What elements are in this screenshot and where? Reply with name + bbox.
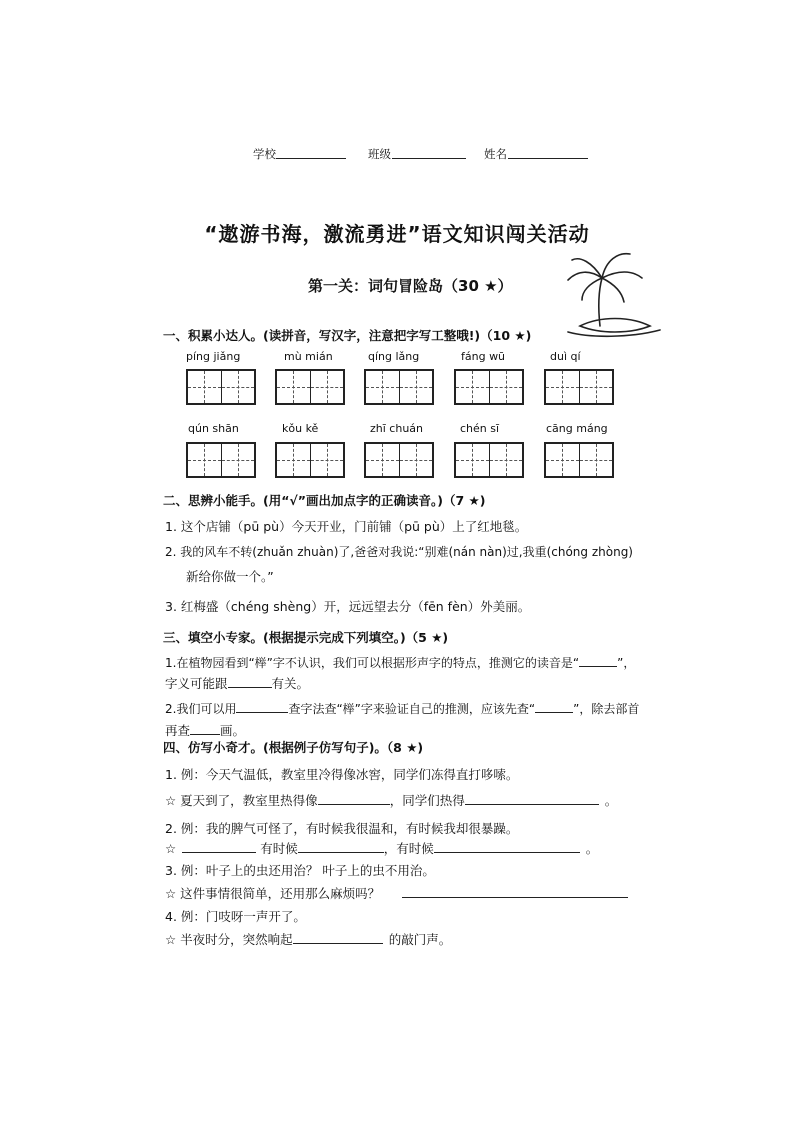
class-label: 班级 xyxy=(368,147,391,161)
section2-question-1: 1. 这个店铺（pū pù）今天开业，门前铺（pū pù）上了红地毯。 xyxy=(165,519,528,534)
answer-blank[interactable] xyxy=(298,840,384,853)
method-blank[interactable] xyxy=(236,700,288,713)
pinyin-2-5: cāng máng xyxy=(546,422,608,435)
q2-pre: 2.我们可以用 xyxy=(165,702,237,716)
section3-question-2 xyxy=(165,700,639,717)
answer-blank[interactable] xyxy=(402,885,628,898)
name-label: 姓名 xyxy=(484,147,507,161)
writing-grid[interactable] xyxy=(454,369,524,405)
section4-answer-4 xyxy=(165,930,451,948)
palm-leaf xyxy=(602,272,642,278)
a4-post: 的敲门声。 xyxy=(388,932,452,947)
school-field[interactable] xyxy=(276,146,346,159)
pinyin-2-2: kǒu kě xyxy=(282,422,319,435)
writing-grid[interactable] xyxy=(275,442,345,478)
answer-blank[interactable] xyxy=(182,840,256,853)
section4-answer-3 xyxy=(165,884,628,902)
a4-pre: ☆ 半夜时分，突然响起 xyxy=(165,932,293,947)
answer-blank[interactable] xyxy=(293,931,383,944)
radical-blank[interactable] xyxy=(535,700,573,713)
a2-end: 。 xyxy=(585,841,599,856)
a2-mid2: ，有时候 xyxy=(383,841,434,856)
pinyin-1-5: duì qí xyxy=(550,350,581,363)
section3-heading: 三、填空小专家。(根据提示完成下列填空。)（5 ★) xyxy=(163,630,449,645)
strokes-blank[interactable] xyxy=(190,722,220,735)
section2-question-2: 2. 我的风车不转(zhuǎn zhuàn)了,爸爸对我说:“别难(nán nàn)过,我重(chóng zhòng) xyxy=(165,545,633,559)
star-icon: ☆ xyxy=(165,841,177,856)
section2-heading: 二、思辨小能手。(用“√”画出加点字的正确读音。)（7 ★) xyxy=(163,493,486,508)
page-title: “遨游书海，激流勇进”语文知识闯关活动 xyxy=(204,222,590,246)
section4-answer-1 xyxy=(165,791,617,809)
answer-blank[interactable] xyxy=(465,792,599,805)
q1-end: ”， xyxy=(617,656,636,670)
section3-question-2-cont xyxy=(165,721,245,739)
writing-grid[interactable] xyxy=(364,369,434,405)
palm-island-illustration xyxy=(560,248,670,338)
writing-grid[interactable] xyxy=(186,369,256,405)
q1b-pre: 字义可能跟 xyxy=(165,676,228,691)
answer-blank[interactable] xyxy=(318,792,390,805)
section2-question-2-cont: 新给你做一个。” xyxy=(186,569,274,584)
q1-text: 1.在植物园看到“榉”字不认识，我们可以根据形声字的特点，推测它的读音是“ xyxy=(165,656,580,670)
section4-example-3: 3. 例：叶子上的虫还用治？ 叶子上的虫不用治。 xyxy=(165,863,435,878)
section2-question-3: 3. 红梅盛（chéng shèng）开，远远望去分（fēn fèn）外美丽。 xyxy=(165,599,531,614)
section4-answer-2 xyxy=(165,839,598,857)
q1b-post: 有关。 xyxy=(271,676,310,691)
a1-end: 。 xyxy=(604,793,618,808)
reading-blank[interactable] xyxy=(579,654,617,667)
q2-mid: 查字法查“榉”字来验证自己的推测，应该先查“ xyxy=(288,702,536,716)
level-subtitle: 第一关：词句冒险岛（30 ★） xyxy=(308,277,513,295)
pinyin-1-1: píng jiǎng xyxy=(186,350,241,363)
section4-example-1: 1. 例：今天气温低，教室里冷得像冰窖，同学们冻得直打哆嗦。 xyxy=(165,767,519,782)
writing-grid[interactable] xyxy=(275,369,345,405)
pinyin-1-2: mù mián xyxy=(284,350,333,363)
section1-heading: 一、积累小达人。(读拼音，写汉字，注意把字写工整哦!)（10 ★) xyxy=(163,328,532,343)
q2b-post: 画。 xyxy=(220,723,246,738)
a1-mid: ，同学们热得 xyxy=(389,793,465,808)
school-label: 学校 xyxy=(253,147,276,161)
pinyin-2-3: zhī chuán xyxy=(370,422,424,435)
pinyin-1-4: fáng wū xyxy=(461,350,506,363)
section4-example-2: 2. 例：我的脾气可怪了，有时候我很温和，有时候我却很暴躁。 xyxy=(165,821,519,836)
a3-text: ☆ 这件事情很简单，还用那么麻烦吗？ xyxy=(165,886,381,901)
palm-leaf xyxy=(602,254,630,278)
writing-grid[interactable] xyxy=(454,442,524,478)
water-line xyxy=(568,330,660,336)
class-field[interactable] xyxy=(392,146,466,159)
writing-grid[interactable] xyxy=(186,442,256,478)
section4-heading: 四、仿写小奇才。(根据例子仿写句子)。（8 ★) xyxy=(163,740,424,755)
answer-blank[interactable] xyxy=(434,840,580,853)
pinyin-2-4: chén sī xyxy=(460,422,500,435)
section3-question-1-cont xyxy=(165,674,309,692)
q2b-pre: 再查 xyxy=(165,723,191,738)
writing-grid[interactable] xyxy=(364,442,434,478)
section4-example-4: 4. 例：门吱呀一声开了。 xyxy=(165,909,306,924)
name-field[interactable] xyxy=(508,146,588,159)
a2-mid1: 有时候 xyxy=(260,841,298,856)
section3-question-1 xyxy=(165,654,635,671)
pinyin-2-1: qún shān xyxy=(188,422,239,435)
palm-leaf xyxy=(602,278,624,302)
writing-grid[interactable] xyxy=(544,442,614,478)
island-ground xyxy=(580,319,650,333)
a1-pre: ☆ 夏天到了，教室里热得像 xyxy=(165,793,318,808)
q2-end: ”，除去部首 xyxy=(573,702,640,716)
meaning-blank[interactable] xyxy=(228,675,272,688)
palm-leaf xyxy=(568,272,602,280)
writing-grid[interactable] xyxy=(544,369,614,405)
pinyin-1-3: qíng lǎng xyxy=(368,350,420,363)
